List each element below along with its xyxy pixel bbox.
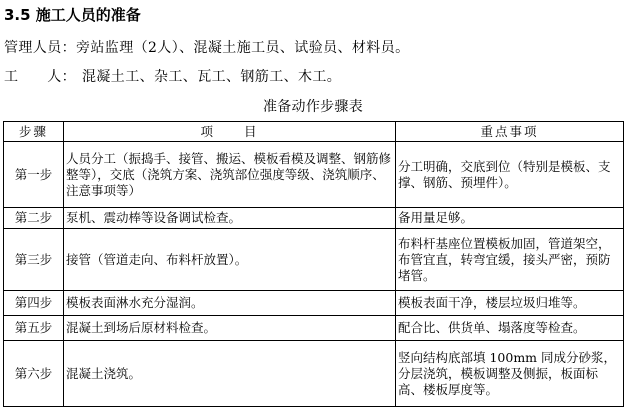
- table-header-row: [4, 122, 624, 142]
- table-caption: 准备动作步骤表: [262, 99, 364, 115]
- header-key: 重点事项: [396, 122, 624, 142]
- key-cell: 竖向结构底部填 100mm 同成分砂浆，分层浇筑，模板调整及侧振，板面标高、楼板厚度等。: [396, 341, 624, 407]
- key-cell: 分工明确，交底到位（特别是模板、支撑、钢筋、预埋件）。: [396, 142, 624, 208]
- step-cell: 第一步: [4, 142, 64, 208]
- item-cell: 人员分工（振捣手、接管、搬运、模板看模及调整、钢筋修整等），交底（浇筑方案、浇筑部位强度等级、浇筑顺序、注意事项等）: [64, 142, 396, 208]
- header-item: 项 目: [64, 122, 396, 142]
- item-cell: 接管（管道走向、布料杆放置）。: [64, 229, 396, 291]
- table-row: [4, 291, 624, 316]
- table-row: [4, 341, 624, 407]
- managers-line: 管理人员：旁站监理（2人）、混凝土施工员、试验员、材料员。: [4, 40, 410, 56]
- table-row: [4, 142, 624, 208]
- item-cell: 混凝土浇筑。: [64, 341, 396, 407]
- step-cell: 第五步: [4, 316, 64, 341]
- key-cell: 配合比、供货单、塌落度等检查。: [396, 316, 624, 341]
- key-cell: 备用量足够。: [396, 208, 624, 229]
- workers-label: 工 人：: [4, 69, 76, 85]
- header-step: 步骤: [4, 122, 64, 142]
- section-title: 3.5 施工人员的准备: [4, 6, 141, 24]
- step-cell: 第四步: [4, 291, 64, 316]
- step-cell: 第六步: [4, 341, 64, 407]
- steps-table: [3, 121, 624, 407]
- workers-line: [4, 66, 341, 86]
- item-cell: 混凝土到场后原材料检查。: [64, 316, 396, 341]
- table-row: [4, 229, 624, 291]
- item-cell: 模板表面淋水充分湿润。: [64, 291, 396, 316]
- step-cell: 第二步: [4, 208, 64, 229]
- item-cell: 泵机、震动棒等设备调试检查。: [64, 208, 396, 229]
- workers-text: 混凝土工、杂工、瓦工、钢筋工、木工。: [82, 69, 342, 85]
- step-cell: 第三步: [4, 229, 64, 291]
- key-cell: 模板表面干净，楼层垃圾归堆等。: [396, 291, 624, 316]
- table-row: [4, 316, 624, 341]
- table-row: [4, 208, 624, 229]
- key-cell: 布料杆基座位置模板加固，管道架空，布管宜直，转弯宜缓，接头严密，预防堵管。: [396, 229, 624, 291]
